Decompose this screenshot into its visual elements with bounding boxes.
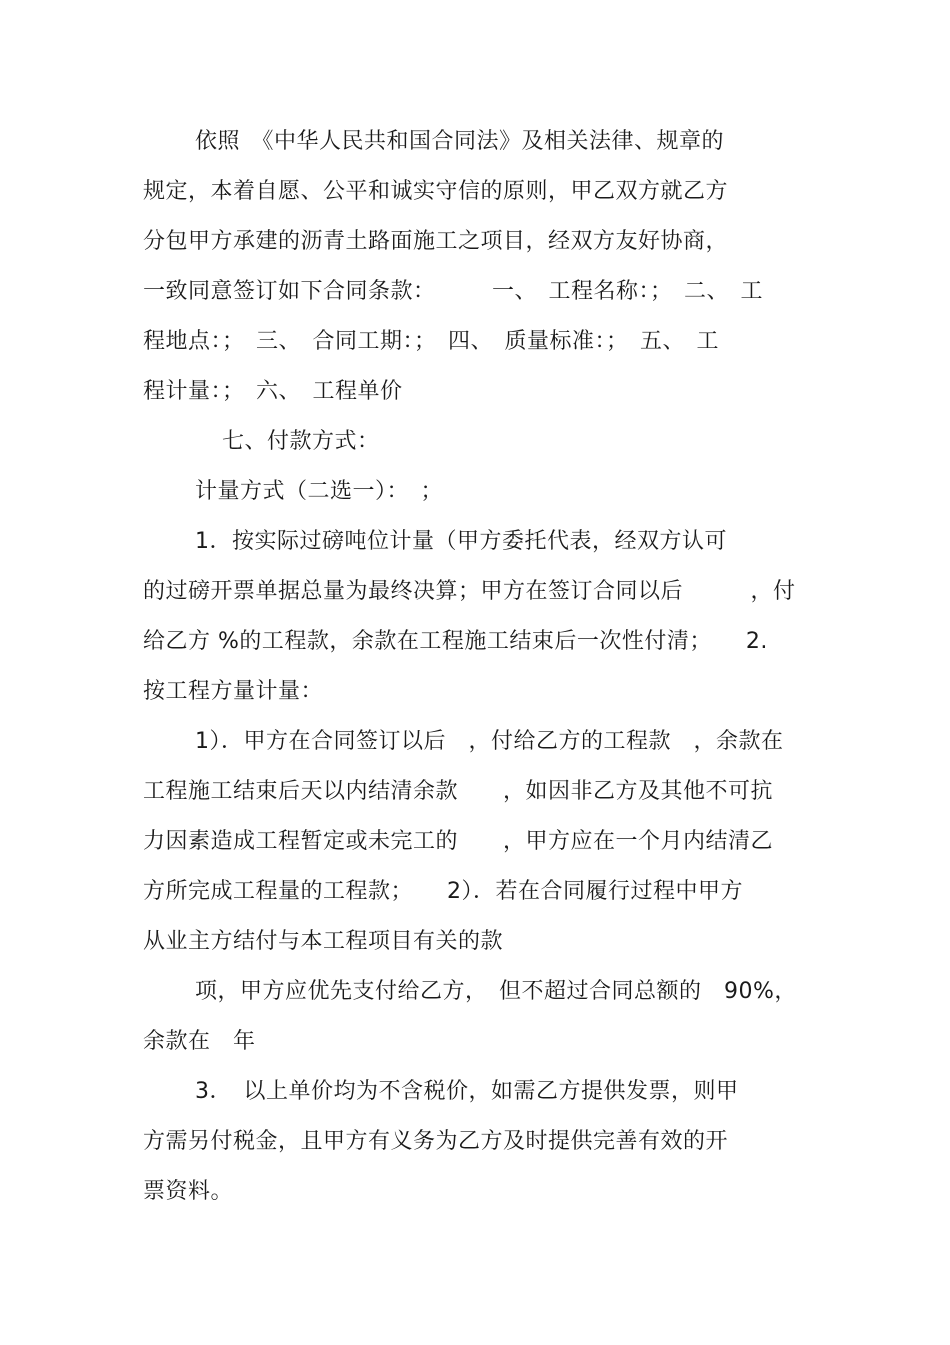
paragraph-line: 一致同意签订如下合同条款： 一、 工程名称：； 二、 工	[143, 279, 764, 304]
paragraph-line: 1．按实际过磅吨位计量（甲方委托代表，经双方认可	[195, 529, 727, 554]
paragraph-line: 分包甲方承建的沥青土路面施工之项目，经双方友好协商，	[143, 229, 729, 254]
paragraph-line: 按工程方量计量：	[143, 679, 324, 704]
paragraph-line: 工程施工结束后天以内结清余款 ，如因非乙方及其他不可抗	[143, 779, 774, 804]
paragraph-line: 方所完成工程量的工程款； 2）．若在合同履行过程中甲方	[143, 879, 743, 904]
paragraph-line: 的过磅开票单据总量为最终决算；甲方在签订合同以后 ，付	[143, 579, 796, 604]
paragraph-line: 项，甲方应优先支付给乙方， 但不超过合同总额的 90%，	[195, 979, 797, 1004]
paragraph-line: 程计量：； 六、 工程单价	[143, 379, 403, 404]
paragraph-line: 方需另付税金，且甲方有义务为乙方及时提供完善有效的开	[143, 1129, 729, 1154]
paragraph-line: 3． 以上单价均为不含税价，如需乙方提供发票，则甲	[195, 1079, 739, 1104]
paragraph-line: 程地点：； 三、 合同工期：； 四、 质量标准：； 五、 工	[143, 329, 720, 354]
paragraph-line: 1）．甲方在合同签订以后 ，付给乙方的工程款 ，余款在	[195, 729, 784, 754]
paragraph-line: 给乙方 %的工程款，余款在工程施工结束后一次性付清； 2.	[143, 629, 768, 654]
paragraph-line: 余款在 年	[143, 1029, 256, 1054]
paragraph-line: 从业主方结付与本工程项目有关的款	[143, 929, 504, 954]
paragraph-line: 计量方式（二选一）： ；	[195, 479, 444, 504]
paragraph-line: 规定，本着自愿、公平和诚实守信的原则，甲乙双方就乙方	[143, 179, 729, 204]
paragraph-line: 力因素造成工程暂定或未完工的 ，甲方应在一个月内结清乙	[143, 829, 774, 854]
section-heading: 七、付款方式：	[222, 429, 380, 454]
paragraph-line: 票资料。	[143, 1179, 234, 1204]
paragraph-line: 依照 《中华人民共和国合同法》及相关法律、规章的	[195, 129, 725, 154]
